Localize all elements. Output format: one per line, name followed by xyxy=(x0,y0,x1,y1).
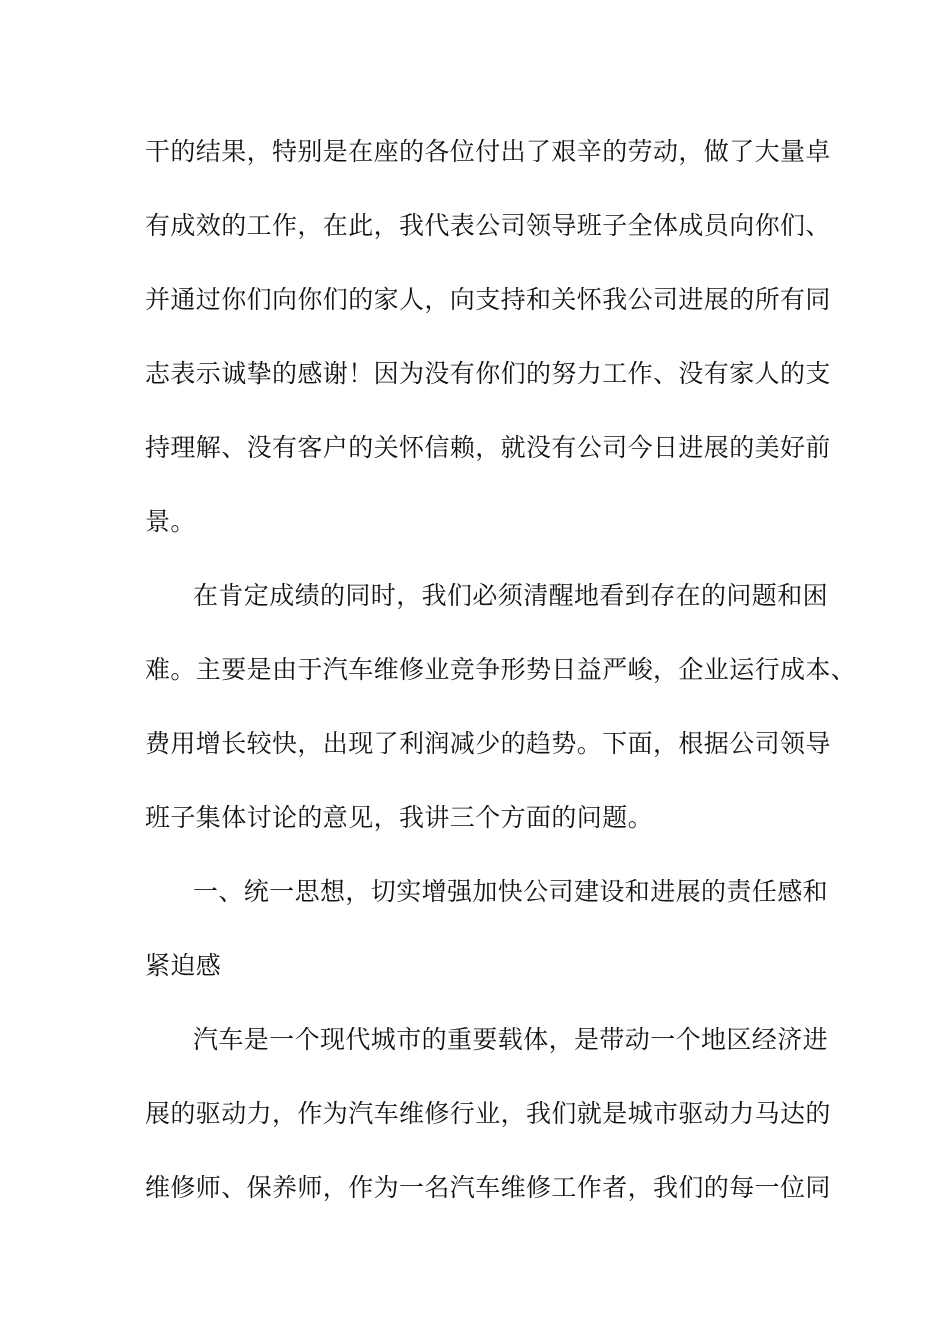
text-line: 志表示诚挚的感谢！因为没有你们的努力工作、没有家人的支 xyxy=(145,359,831,388)
section-heading-line: 一、统一思想，切实增强加快公司建设和进展的责任感和 xyxy=(193,877,829,906)
text-line: 展的驱动力，作为汽车维修行业，我们就是城市驱动力马达的 xyxy=(145,1099,831,1128)
text-line: 干的结果，特别是在座的各位付出了艰辛的劳动，做了大量卓 xyxy=(145,137,831,166)
text-line: 有成效的工作，在此，我代表公司领导班子全体成员向你们、 xyxy=(145,211,831,240)
text-line: 并通过你们向你们的家人，向支持和关怀我公司进展的所有同 xyxy=(145,285,831,314)
paragraph-start-line: 在肯定成绩的同时，我们必须清醒地看到存在的问题和困 xyxy=(193,581,829,610)
paragraph-start-line: 汽车是一个现代城市的重要载体，是带动一个地区经济进 xyxy=(193,1025,829,1054)
text-line: 维修师、保养师，作为一名汽车维修工作者，我们的每一位同 xyxy=(145,1173,831,1202)
text-line: 景。 xyxy=(145,507,196,536)
text-line: 费用增长较快，出现了利润减少的趋势。下面，根据公司领导 xyxy=(145,729,831,758)
text-line: 难。主要是由于汽车维修业竞争形势日益严峻，企业运行成本、 xyxy=(145,655,857,684)
section-heading-line: 紧迫感 xyxy=(145,951,222,980)
text-line: 班子集体讨论的意见，我讲三个方面的问题。 xyxy=(145,803,654,832)
text-line: 持理解、没有客户的关怀信赖，就没有公司今日进展的美好前 xyxy=(145,433,831,462)
